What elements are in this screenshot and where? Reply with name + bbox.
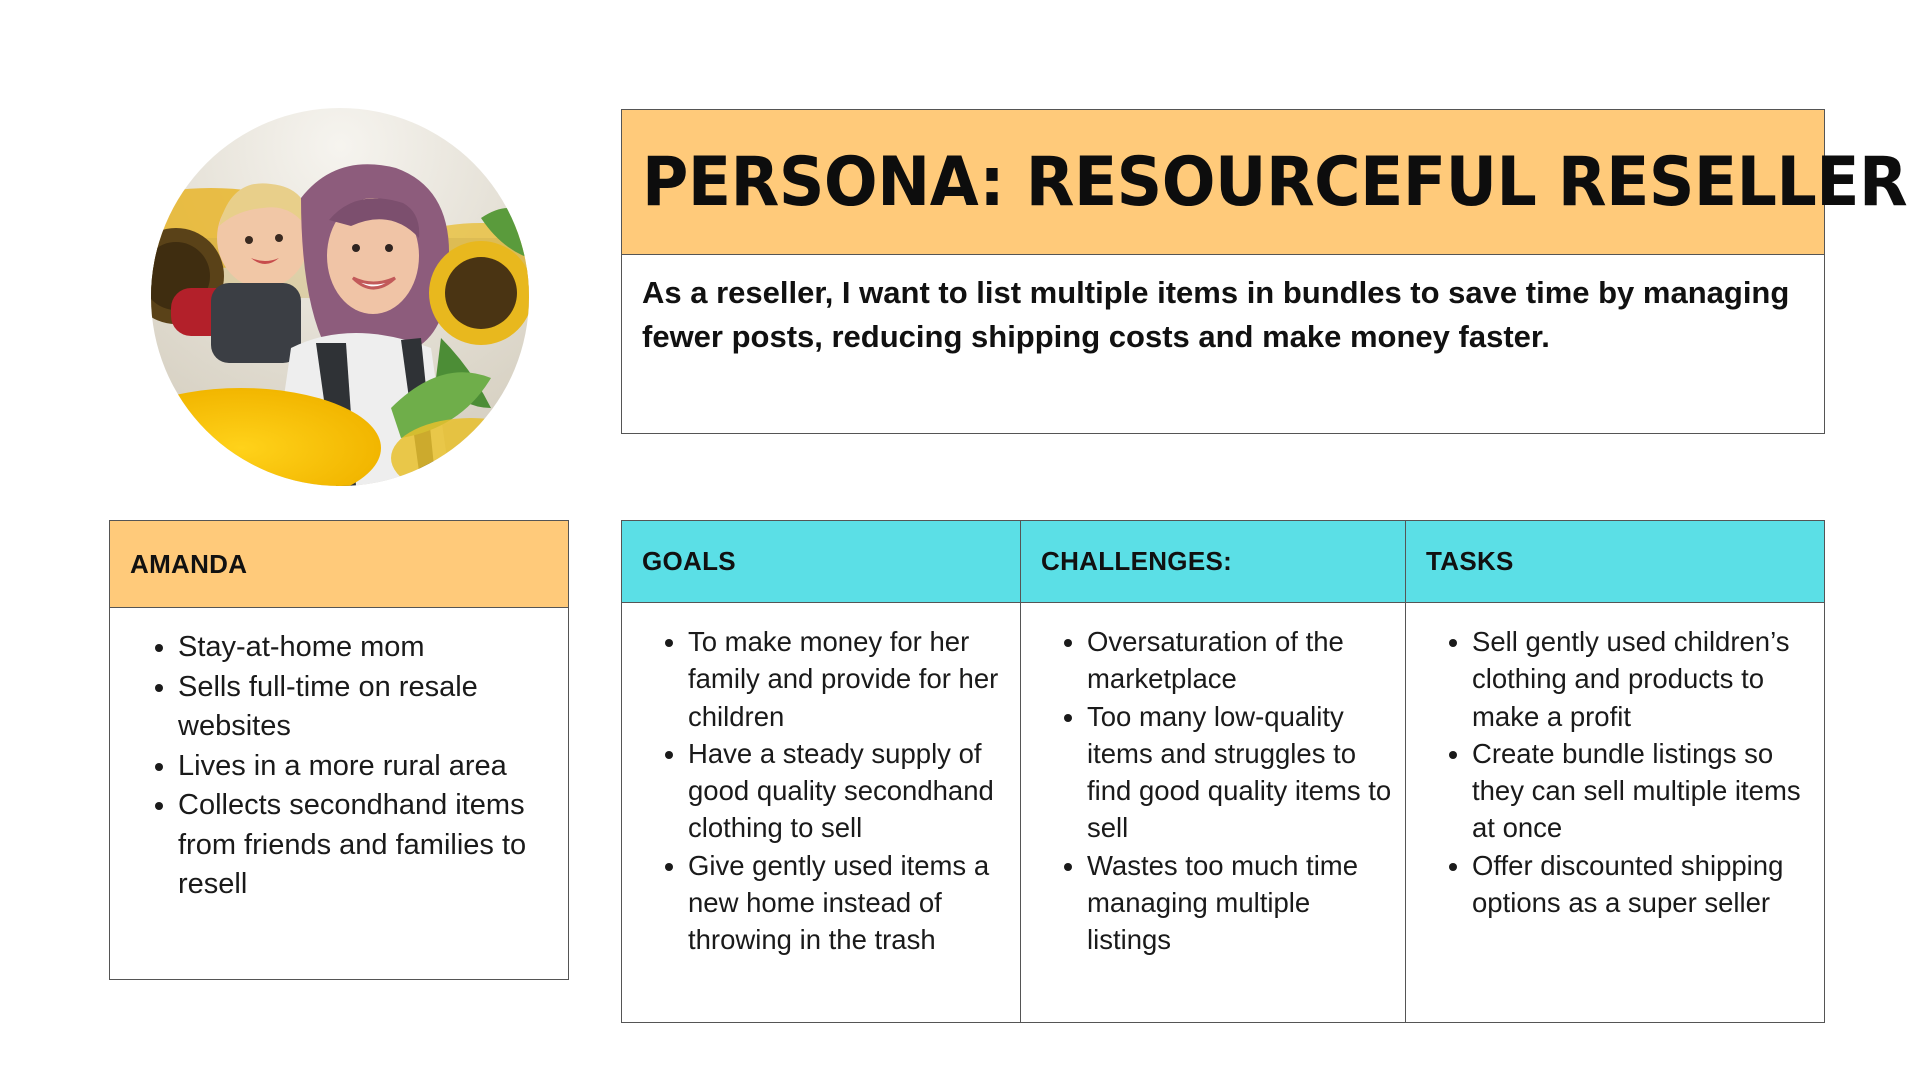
list-item: • Collects secondhand items from friends and families to resell — [178, 786, 552, 905]
persona-details-table — [621, 520, 1825, 1023]
list-item: • Lives in a more rural area — [178, 747, 552, 787]
persona-photo — [151, 108, 529, 486]
persona-card — [109, 520, 569, 980]
tasks-column — [1405, 521, 1824, 1022]
persona-photo-icon — [151, 108, 529, 486]
user-story-text: As a reseller, I want to list multiple items in bundles to save time by managing fewer posts, reducing shipping costs and make money faster. — [642, 275, 1790, 354]
list-item: • Sell gently used children’s clothing and products to make a profit — [1472, 623, 1812, 735]
list-item: • Wastes too much time managing multiple listings — [1087, 847, 1393, 959]
list-item: • Give gently used items a new home instead of throwing in the trash — [688, 847, 1008, 959]
page-title: PERSONA: RESOURCEFUL RESELLER — [642, 142, 1908, 222]
tasks-list — [1406, 603, 1824, 921]
list-item: • Sells full-time on resale websites — [178, 668, 552, 747]
persona-name: AMANDA — [110, 521, 568, 608]
list-item: • To make money for her family and provide for her children — [688, 623, 1008, 735]
challenges-column — [1020, 521, 1405, 1022]
list-item: • Have a steady supply of good quality secondhand clothing to sell — [688, 735, 1008, 847]
challenges-heading: CHALLENGES: — [1021, 521, 1405, 603]
persona-title-bar — [621, 109, 1908, 254]
goals-list — [622, 603, 1020, 959]
list-item: • Create bundle listings so they can sell multiple items at once — [1472, 735, 1812, 847]
list-item: • Stay-at-home mom — [178, 628, 552, 668]
tasks-heading: TASKS — [1406, 521, 1824, 603]
user-story-box — [621, 254, 1825, 434]
list-item: • Offer discounted shipping options as a super seller — [1472, 847, 1812, 922]
list-item: • Too many low-quality items and struggles to find good quality items to sell — [1087, 698, 1393, 847]
goals-column — [622, 521, 1020, 1022]
challenges-list — [1021, 603, 1405, 959]
persona-traits-list — [110, 608, 568, 905]
goals-heading: GOALS — [622, 521, 1020, 603]
list-item: • Oversaturation of the marketplace — [1087, 623, 1393, 698]
